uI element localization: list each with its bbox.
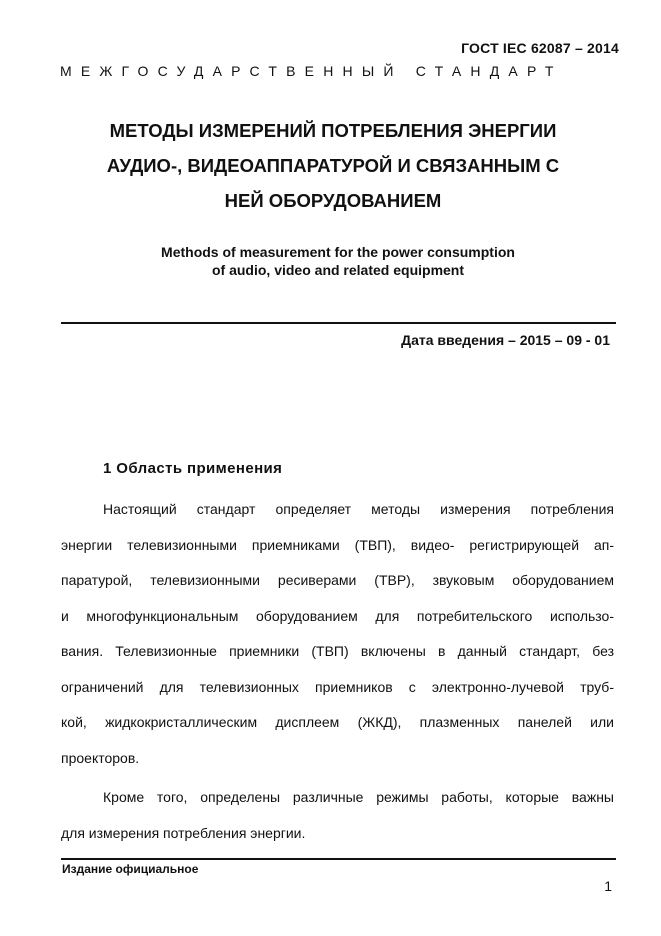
paragraph-line: и многофункциональным оборудованием для потребительского использо- — [61, 607, 614, 624]
title-line: НЕЙ ОБОРУДОВАНИЕМ — [224, 190, 442, 211]
paragraph-line: Кроме того, определены различные режимы работы, которые важны — [103, 789, 614, 805]
paragraph-line: ограничений для телевизионных приемников с электронно-лучевой труб- — [61, 678, 614, 695]
top-divider — [61, 322, 616, 324]
interstate-standard-label: МЕЖГОСУДАРСТВЕННЫЙ СТАНДАРТ — [60, 63, 563, 79]
document-title — [40, 113, 626, 218]
title-line: МЕТОДЫ ИЗМЕРЕНИЙ ПОТРЕБЛЕНИЯ ЭНЕРГИИ — [109, 120, 557, 141]
english-title-line: of audio, video and related equipment — [211, 262, 465, 278]
scope-paragraph — [61, 492, 614, 776]
paragraph-line: Настоящий стандарт определяет методы измерения потребления — [103, 501, 614, 517]
official-edition-label: Издание официальное — [62, 862, 199, 876]
introduction-date: Дата введения – 2015 – 09 - 01 — [401, 332, 610, 348]
english-title-line: Methods of measurement for the power consumption — [161, 244, 515, 260]
modes-paragraph — [61, 780, 614, 851]
paragraph-line: проекторов. — [61, 749, 140, 766]
paragraph-line: энергии телевизионными приемниками (ТВП), видео- регистрирующей ап- — [61, 536, 614, 553]
english-title — [40, 243, 636, 279]
page-number: 1 — [604, 878, 612, 894]
paragraph-line: вания. Телевизионные приемники (ТВП) включены в данный стандарт, без — [61, 643, 614, 659]
paragraph-line: для измерения потребления энергии. — [61, 824, 306, 841]
bottom-divider — [61, 858, 616, 860]
title-line: АУДИО-, ВИДЕОАППАРАТУРОЙ И СВЯЗАННЫМ С — [106, 155, 560, 176]
paragraph-line: кой, жидкокристаллическим дисплеем (ЖКД), плазменных панелей или — [61, 714, 614, 730]
standard-number: ГОСТ IEC 62087 – 2014 — [461, 40, 619, 56]
section-heading: 1 Область применения — [103, 460, 283, 477]
paragraph-line: паратурой, телевизионными ресиверами (ТВР), звуковым оборудованием — [61, 572, 614, 588]
